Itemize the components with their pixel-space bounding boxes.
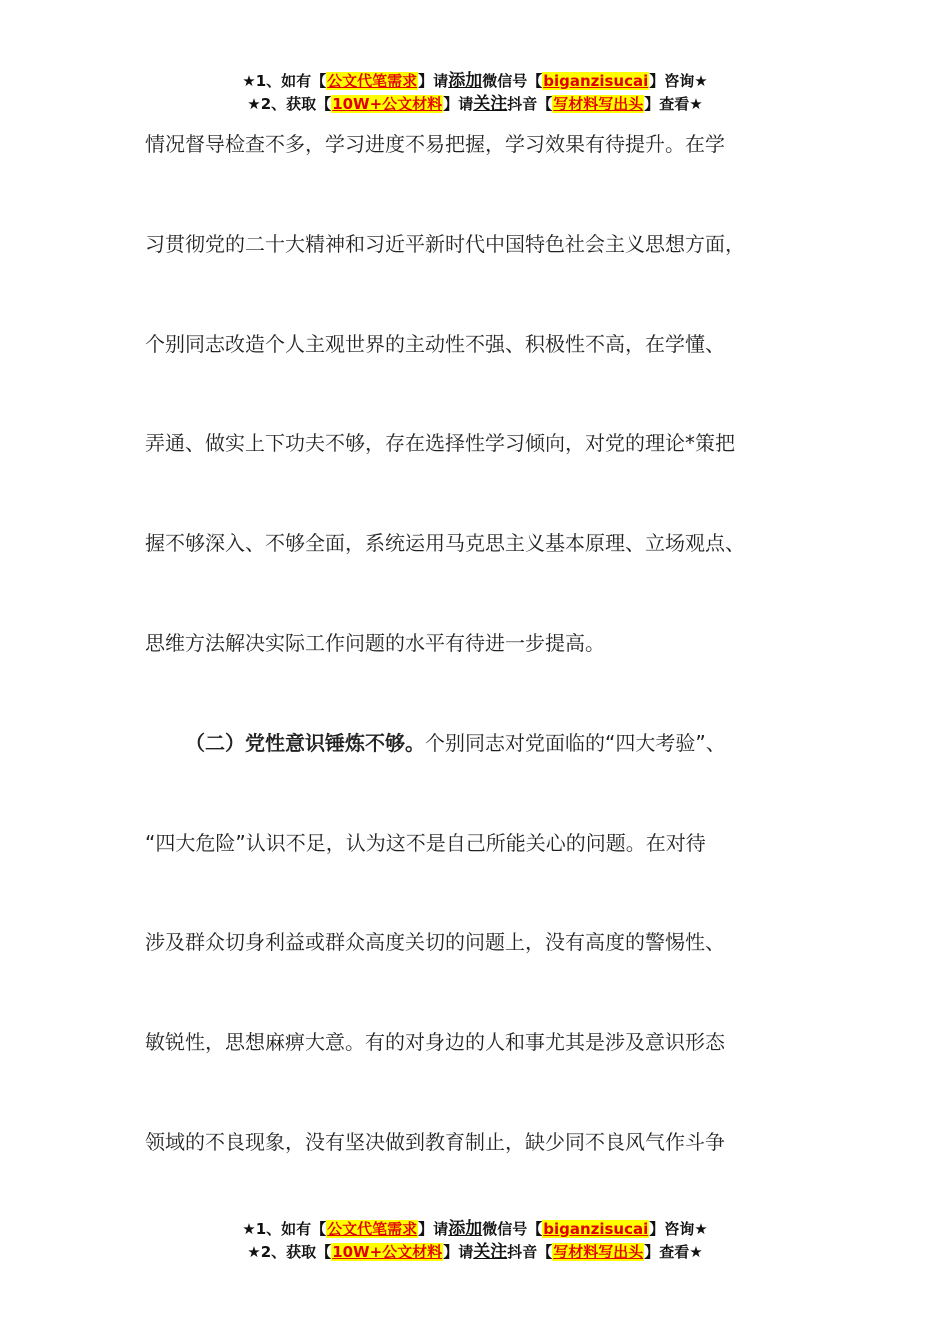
header-banner xyxy=(0,70,950,116)
footer-line-1-mid-2: 微信号【 xyxy=(482,1220,543,1238)
footer-line-2-highlight-materials: 10W+公文材料 xyxy=(332,1243,443,1261)
header-line-1-mid: 】请 xyxy=(418,72,449,90)
footer-line-1 xyxy=(0,1218,950,1241)
footer-line-2-highlight-douyin: 写材料写出头 xyxy=(553,1243,644,1261)
header-line-2 xyxy=(0,93,950,116)
body-line: 弄通、做实上下功夫不够，存在选择性学习倾向，对党的理论*策把 xyxy=(145,431,735,456)
section-first-line xyxy=(145,719,835,819)
footer-line-2 xyxy=(0,1241,950,1264)
body-line: 敏锐性，思想麻痹大意。有的对身边的人和事尤其是涉及意识形态 xyxy=(145,1030,725,1055)
section-first-line-text: 个别同志对党面临的“四大考验”、 xyxy=(425,730,726,755)
footer-line-2-emphasis: 关注 xyxy=(473,1242,508,1262)
body-line: 思维方法解决实际工作问题的水平有待进一步提高。 xyxy=(145,630,605,655)
body-line: 握不够深入、不够全面，系统运用马克思主义基本原理、立场观点、 xyxy=(145,531,745,556)
header-line-2-suffix: 】查看★ xyxy=(644,95,703,113)
header-line-2-highlight-douyin: 写材料写出头 xyxy=(553,95,644,113)
header-line-1-suffix: 】咨询★ xyxy=(649,72,708,90)
footer-line-2-mid-2: 抖音【 xyxy=(507,1243,553,1261)
footer-line-1-highlight-wechat: biganzisucai xyxy=(543,1220,649,1238)
header-line-2-prefix: ★2、获取【 xyxy=(247,95,332,113)
header-line-1 xyxy=(0,70,950,93)
footer-line-1-suffix: 】咨询★ xyxy=(649,1220,708,1238)
header-line-1-emphasis: 添加 xyxy=(448,71,483,91)
footer-banner xyxy=(0,1218,950,1264)
body-line: 习贯彻党的二十大精神和习近平新时代中国特色社会主义思想方面， xyxy=(145,231,745,256)
footer-line-2-prefix: ★2、获取【 xyxy=(247,1243,332,1261)
header-line-2-highlight-materials: 10W+公文材料 xyxy=(332,95,443,113)
header-line-2-emphasis: 关注 xyxy=(473,94,508,114)
header-line-1-mid-2: 微信号【 xyxy=(482,72,543,90)
footer-line-2-suffix: 】查看★ xyxy=(644,1243,703,1261)
document-body xyxy=(145,120,835,1218)
footer-line-1-highlight-service: 公文代笔需求 xyxy=(327,1220,418,1238)
footer-line-1-emphasis: 添加 xyxy=(448,1219,483,1239)
body-line: “四大危险”认识不足，认为这不是自己所能关心的问题。在对待 xyxy=(145,830,706,855)
header-line-2-mid-2: 抖音【 xyxy=(507,95,553,113)
header-line-1-highlight-wechat: biganzisucai xyxy=(543,72,649,90)
body-line: 领域的不良现象，没有坚决做到教育制止，缺少同不良风气作斗争 xyxy=(145,1129,725,1154)
header-line-2-mid: 】请 xyxy=(443,95,474,113)
footer-line-1-mid: 】请 xyxy=(418,1220,449,1238)
footer-line-2-mid: 】请 xyxy=(443,1243,474,1261)
header-line-1-prefix: ★1、如有【 xyxy=(242,72,327,90)
footer-line-1-prefix: ★1、如有【 xyxy=(242,1220,327,1238)
body-line: 情况督导检查不多，学习进度不易把握，学习效果有待提升。在学 xyxy=(145,132,725,156)
header-line-1-highlight-service: 公文代笔需求 xyxy=(327,72,418,90)
body-line: 涉及群众切身利益或群众高度关切的问题上，没有高度的警惕性、 xyxy=(145,930,725,955)
section-heading: （二）党性意识锤炼不够。 xyxy=(185,730,425,755)
body-line: 个别同志改造个人主观世界的主动性不强、积极性不高，在学懂、 xyxy=(145,331,725,356)
